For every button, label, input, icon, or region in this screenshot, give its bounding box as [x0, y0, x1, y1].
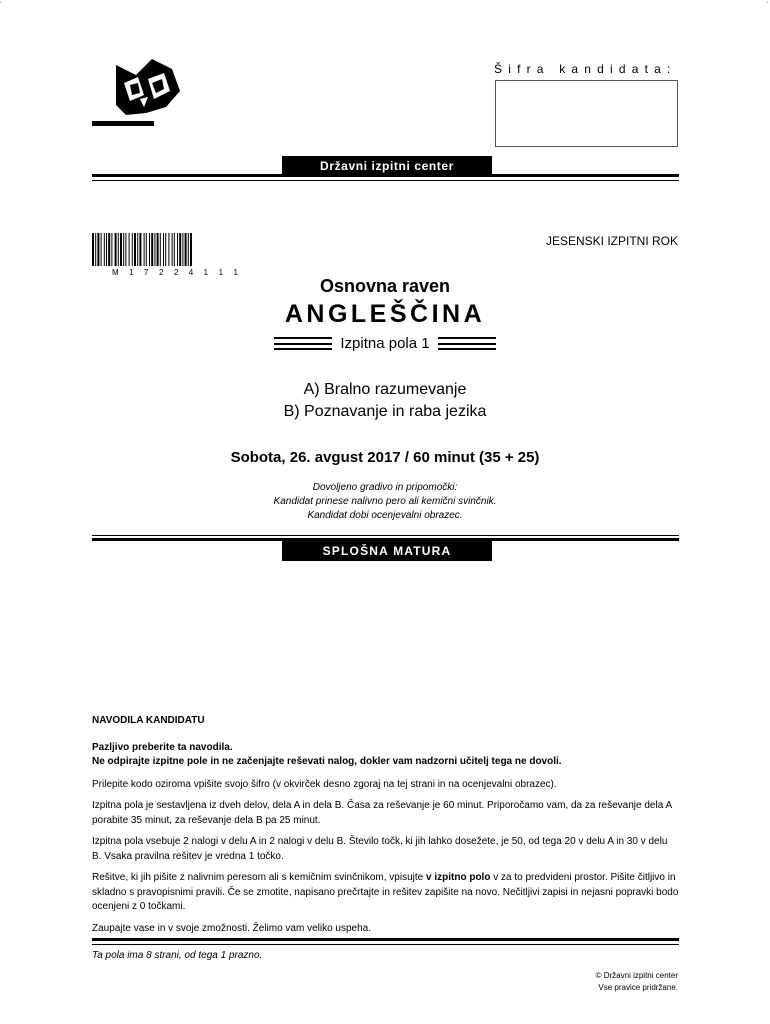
matura-rule-thin: [92, 535, 679, 536]
barcode-bar: [190, 233, 192, 266]
barcode-bar: [157, 233, 159, 266]
instructions-p4: [92, 871, 679, 915]
footer-rule-thick: [92, 938, 679, 941]
corner-mark-left: ': [0, 0, 2, 9]
instructions-p3: Izpitna pola vsebuje 2 nalogi v delu A in 2 nalogi v delu B. Število točk, ki jih lahko dosežete, je 50, od tega 20 v delu A in 30 v delu B. Vsaka pravilna rešitev je vredna 1 točko.: [92, 836, 668, 862]
barcode-bar: [160, 233, 161, 266]
candidate-code-box[interactable]: [495, 80, 678, 147]
barcode-bar: [97, 233, 99, 266]
barcode-bar: [188, 233, 189, 266]
barcode-digit: 4: [188, 268, 194, 277]
page-count-note: Ta pola ima 8 strani, od tega 1 prazno.: [92, 950, 263, 961]
barcode-bar: [92, 233, 94, 266]
barcode-bar: [172, 233, 173, 266]
instructions-p5: Zaupajte vase in v svoje zmožnosti. Želimo vam veliko uspeha.: [92, 922, 372, 934]
barcode-bar: [120, 233, 122, 266]
barcode-bar: [182, 233, 183, 266]
barcode-bar: [163, 233, 164, 266]
exam-level: Osnovna raven: [319, 276, 451, 296]
barcode-digit: M: [112, 268, 119, 277]
barcode-bar: [146, 233, 147, 266]
barcode-bar: [129, 233, 130, 266]
barcode-bar: [179, 233, 181, 266]
barcode-digit: 1: [129, 268, 134, 277]
instructions-warning: [92, 741, 679, 770]
barcode-digit: 1: [203, 268, 209, 277]
barcode-bar: [151, 233, 153, 266]
paper-title: Izpitna pola 1: [340, 335, 430, 352]
part-b-title: B) Poznavanje in raba jezika: [283, 403, 487, 420]
allowed-materials-title: Dovoljeno gradivo in pripomočki:: [312, 482, 458, 493]
copyright: [596, 970, 678, 994]
exam-date-duration: Sobota, 26. avgust 2017 / 60 minut (35 + 25): [230, 449, 540, 466]
matura-label-bar: SPLOŠNA MATURA: [282, 541, 492, 561]
candidate-code-label: Šifra kandidata:: [494, 62, 677, 76]
barcode-bar: [101, 233, 102, 266]
barcode-digit: 2: [158, 268, 164, 277]
instructions-p1: Prilepite kodo oziroma vpišite svojo šifro (v okvirček desno zgoraj na tej strani in na ocenjevalni obrazec).: [92, 778, 557, 790]
barcode-bar: [104, 233, 105, 266]
instructions-heading: NAVODILA KANDIDATU: [92, 715, 205, 726]
barcode-bar: [132, 233, 133, 266]
barcode-digit: 7: [144, 268, 149, 277]
barcode-bar: [125, 233, 126, 266]
decor-lines-left: [274, 337, 332, 350]
barcode-bar: [134, 233, 136, 266]
allowed-materials-line2: Kandidat dobi ocenjevalni obrazec.: [307, 510, 463, 521]
barcode-digit: 1: [218, 268, 224, 277]
candidate-instructions: [92, 714, 679, 943]
barcode-bar: [95, 233, 96, 266]
barcode-bar: [149, 233, 150, 266]
barcode-bar: [123, 233, 124, 266]
copyright-line2: Vse pravice pridržane.: [598, 983, 678, 992]
footer-rule-thin: [92, 944, 679, 945]
barcode-bar: [168, 233, 169, 266]
barcode-bar: [165, 233, 166, 266]
corner-mark-right: ': [766, 0, 768, 9]
allowed-materials-line1: Kandidat prinese nalivno pero ali kemični svinčnik.: [273, 496, 497, 507]
instructions-p2: Izpitna pola je sestavljena iz dveh delov, dela A in dela B. Časa za reševanje je 60 minut. Priporočamo vam, da za reševanje dela A porabite 35 minut, za reševanje dela B pa 25 minut.: [92, 800, 672, 826]
barcode-bar: [185, 233, 187, 266]
ric-owl-logo: [92, 55, 184, 130]
barcode-bar: [144, 233, 145, 266]
instructions-p4-post: v za to predvideni prostor. Pišite čitljivo in skladno s pravopisnimi pravili. Če se zmotite, napisano prečrtajte in rešitev zapišite na novo. Nečitljivi zapisi in nejasni popravki bodo ocenjeni z 0 točkami.: [92, 872, 679, 912]
barcode-bar: [139, 233, 141, 266]
instructions-p4-pre: Rešitve, ki jih pišite z nalivnim peresom ali s kemičnim svinčnikom, vpisujte: [92, 872, 426, 883]
decor-lines-right: [438, 337, 496, 350]
barcode-bar: [118, 233, 119, 266]
header-rule-thick: [92, 174, 679, 177]
instructions-bold-line2: Ne odpirajte izpitne pole in ne začenjajte reševati nalog, dokler vam nadzorni učitelj tega ne dovoli.: [92, 756, 562, 767]
center-name-bar: Državni izpitni center: [282, 156, 492, 176]
barcode-bar: [177, 233, 178, 266]
barcode-bar: [108, 233, 110, 266]
header-rule-thin: [92, 180, 679, 181]
barcode-bar: [137, 233, 138, 266]
exam-term: JESENSKI IZPITNI ROK: [545, 234, 678, 248]
barcode-bar: [106, 233, 107, 266]
barcode-bar: [154, 233, 155, 266]
paper-title-row: [0, 335, 770, 352]
barcode-digit: 2: [173, 268, 179, 277]
instructions-bold-line1: Pazljivo preberite ta navodila.: [92, 741, 233, 753]
instructions-p4-bold: v izpitno polo: [426, 872, 491, 883]
barcode-bar: [174, 233, 175, 266]
barcode-bar: [111, 233, 112, 266]
exam-subject: ANGLEŠČINA: [284, 300, 486, 328]
copyright-line1: © Državni izpitni center: [595, 971, 678, 980]
barcode: [92, 233, 252, 266]
barcode-bar: [115, 233, 117, 266]
part-a-title: A) Bralno razumevanje: [303, 381, 467, 398]
barcode-digit: 1: [233, 268, 238, 277]
